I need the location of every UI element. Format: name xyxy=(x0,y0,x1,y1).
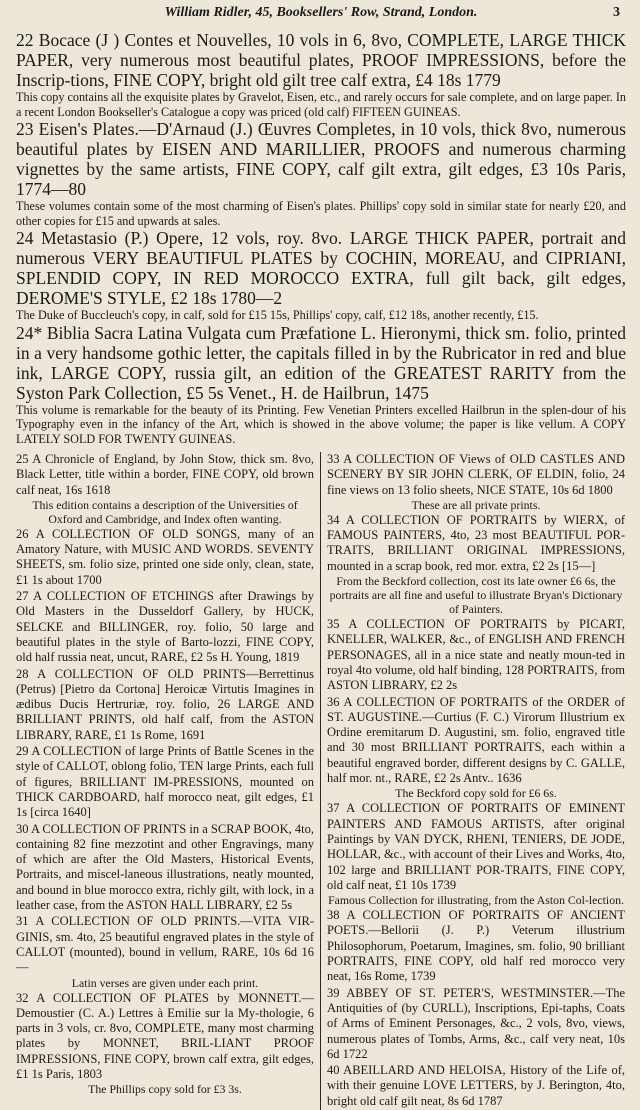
entry-text: 39 ABBEY OF ST. PETER'S, WESTMINSTER.—The Antiquities of (by CURLL), Inscriptions, Epi-taphs, Coats of Arms of Eminent Personages, &c., 2 vols, 8vo, views, numerous plates of Tombs, Arms, &c., calf very neat, 10s 6d 1722 xyxy=(327,985,625,1061)
entry-note: This volume is remarkable for the beauty of its Printing. Few Venetian Printers excelled Hailbrun in the splen-dour of his Typography even in the infancy of the Art, which is showed in the above volume; the paper is like vellum. A COPY LATELY SOLD FOR TWENTY GUINEAS. xyxy=(16,402,626,446)
entry-text: 24* Biblia Sacra Latina Vulgata cum Præfatione L. Hieronymi, thick sm. folio, printed in a very handsome gothic letter, the capitals filled in by the Rubricator in red and blue ink, LARGE COPY, russia gilt, an edition of the GREATEST RARITY from the Syston Park Collection, £5 5s Venet., H. de Hailbrun, 1475 xyxy=(16,322,626,403)
left-column xyxy=(16,452,321,1110)
entry-text: 22 Bocace (J ) Contes et Nouvelles, 10 vols in 6, 8vo, COMPLETE, LARGE THICK PAPER, very numerous most beautiful plates, PROOF IMPRESSIONS, before the Inscrip-tions, FINE COPY, bright old gilt tree calf extra, £4 18s 1779 xyxy=(16,30,626,90)
entry-note: The Beckford copy sold for £6 6s. xyxy=(395,786,557,801)
catalogue-entry xyxy=(16,667,314,743)
entry-note: These are all private prints. xyxy=(411,497,541,512)
catalogue-entry xyxy=(16,119,626,228)
header-title: William Ridler, 45, Booksellers' Row, Strand, London. xyxy=(164,5,478,20)
entry-note: The Duke of Buccleuch's copy, in calf, sold for £15 15s, Phillips' copy, calf, £12 18s, another recently, £15. xyxy=(16,308,539,322)
catalogue-entry xyxy=(16,744,314,820)
catalogue-entry xyxy=(327,986,625,1062)
catalogue-entry xyxy=(16,30,626,119)
entry-text: 35 A COLLECTION OF PORTRAITS by PICART, KNELLER, WALKER, &c., of ENGLISH AND FRENCH PERSONAGES, all in a nice state and neatly moun-ted in royal 4to volume, old half binding, 128 PORTRAITS, from ASTON LIBRARY, £2 2s xyxy=(327,617,625,693)
entry-text: 23 Eisen's Plates.—D'Arnaud (J.) Œuvres Completes, in 10 vols, thick 8vo, numerous beautiful plates by EISEN AND MARILLIER, PROOFS and numerous charming vignettes by the same artists, FINE COPY, calf gilt extra, gilt edges, £3 10s Paris, 1774—80 xyxy=(16,119,626,199)
entry-text: 31 A COLLECTION OF OLD PRINTS.—VITA VIR-GINIS, sm. 4to, 25 beautiful engraved plates in the style of CALLOT (mounted), bound in vellum, RARE, 10s 6d 16— xyxy=(16,914,314,975)
catalogue-entry xyxy=(16,822,314,914)
two-column-listing xyxy=(16,452,626,1110)
entry-text: 30 A COLLECTION OF PRINTS in a SCRAP BOOK, 4to, containing 82 fine mezzotint and other Engravings, many of which are after the Old Masters, Historical Events, Portraits, and miscel-laneous illustrations, neatly mounted, and bound in blue morocco extra, richly gilt, with lock, in a leather case, from the ASTON HALL LIBRARY, £2 5s xyxy=(16,821,314,913)
catalogue-entry xyxy=(327,1063,625,1109)
running-header xyxy=(16,2,626,30)
entry-text: 26 A COLLECTION OF OLD SONGS, many of an Amatory Nature, with MUSIC AND WORDS. SEVENTY SHEETS, sm. folio size, printed one side only, clean, state, £1 1s about 1700 xyxy=(16,526,314,587)
entry-note: Latin verses are given under each print. xyxy=(71,975,259,990)
entry-note: This copy contains all the exquisite plates by Gravelot, Eisen, etc., and rarely occurs for sale complete, and on large paper. In a recent London Bookseller's Catalogue a copy was priced (old calf) FIFTEEN GUINEAS. xyxy=(16,90,626,119)
catalogue-entry xyxy=(327,695,625,801)
catalogue-entry xyxy=(327,452,625,512)
entry-text: 24 Metastasio (P.) Opere, 12 vols, roy. 8vo. LARGE THICK PAPER, portrait and numerous VERY BEAUTIFUL PLATES by COCHIN, MOREAU, and CIPRIANI, SPLENDID COPY, IN RED MOROCCO EXTRA, full gilt back, gilt edges, DEROME'S STYLE, £2 18s 1780—2 xyxy=(16,228,626,308)
entry-text: 34 A COLLECTION OF PORTRAITS by WIERX, of FAMOUS PAINTERS, 4to, 23 most BEAUTIFUL POR-TRAITS, BRILLIANT ORIGINAL IMPRESSIONS, mounted in a scrap book, red mor. extra, £2 2s [15—] xyxy=(327,512,625,573)
entry-text: 29 A COLLECTION of large Prints of Battle Scenes in the style of CALLOT, oblong folio, TEN large Prints, each full of figures, BRILLIANT IM-PRESSIONS, mounted on THICK CARDBOARD, half morocco neat, gilt edges, £1 1s [circa 1640] xyxy=(16,744,314,820)
catalogue-entry xyxy=(16,991,314,1097)
entry-text: 37 A COLLECTION OF PORTRAITS OF EMINENT PAINTERS AND FAMOUS ARTISTS, after original Paintings by VAN DYCK, RHENI, TENIERS, DE JODE, HOLLAR, &c., with account of their Lives and Works, 4to, 102 large and BRILLIANT POR-TRAITS, FINE COPY, old calf neat, £1 10s 1739 xyxy=(327,801,626,892)
entry-note: These volumes contain some of the most charming of Eisen's plates. Phillips' copy sold in similar state for nearly £20, and other copies for £15 and upwards at sales. xyxy=(16,199,626,228)
entry-note: This edition contains a description of the Universities of Oxford and Cambridge, and Index often wanting. xyxy=(32,497,298,526)
catalogue-entry xyxy=(16,589,314,665)
entry-text: 40 ABEILLARD AND HELOISA, History of the Life of, with their genuine LOVE LETTERS, by J. Berington, 4to, bright old calf gilt neat, 8s 6d 1787 xyxy=(327,1063,625,1108)
catalogue-entry xyxy=(16,452,314,526)
entry-text: 36 A COLLECTION OF PORTRAITS of the ORDER of ST. AUGUSTINE.—Curtius (F. C.) Virorum Illustrium ex Ordine eremitarum D. Augustini, sm. folio, engraved title and 30 most BRILLIANT PORTRAITS, each within a beautiful engraved border, different designs by C. GALLE, half mor. nt., RARE, £2 2s Antv.. 1636 xyxy=(327,694,625,786)
catalogue-entry xyxy=(16,323,626,447)
entry-text: 33 A COLLECTION OF Views of OLD CASTLES AND SCENERY BY SIR JOHN CLERK, OF ELDIN, folio, 24 fine views on 13 folio sheets, NICE STATE, 10s 6d 1800 xyxy=(327,452,625,497)
catalogue-entry xyxy=(16,228,626,323)
entry-text: 25 A Chronicle of England, by John Stow, thick sm. 8vo, Black Letter, title within a border, FINE COPY, old brown calf neat, 16s 1618 xyxy=(16,452,314,497)
catalogue-entry xyxy=(327,801,625,907)
catalogue-entry xyxy=(327,513,625,616)
entry-text: 38 A COLLECTION OF PORTRAITS OF ANCIENT POETS.—Bellorii (J. P.) Veterum illustrium Philosophorum, Poetarum, Imagines, sm. folio, 90 brilliant PORTRAITS, FINE COPY, old half red morocco very neat, 16s Rome, 1739 xyxy=(327,908,625,984)
right-column xyxy=(321,452,625,1110)
catalogue-entry xyxy=(16,914,314,989)
catalogue-entry xyxy=(327,617,625,693)
catalogue-entry xyxy=(327,908,625,984)
top-entries xyxy=(16,30,626,446)
entry-note: From the Beckford collection, cost its late owner £6 6s, the portraits are all fine and useful to illustrate Bryan's Dictionary of Painters. xyxy=(329,574,623,617)
entry-note: The Phillips copy sold for £3 3s. xyxy=(88,1082,242,1097)
entry-text: 32 A COLLECTION OF PLATES by MONNETT.—Demoustier (C. A.) Lettres à Emilie sur la My-thologie, 6 parts in 3 vols, cr. 8vo, COMPLETE, many most charming plates by MONNET, BRIL-LIANT PROOF IMPRESSIONS, FINE COPY, brown calf extra, gilt edges, £1 1s Paris, 1803 xyxy=(16,990,314,1081)
entry-text: 27 A COLLECTION OF ETCHINGS after Drawings by Old Masters in the Dusseldorf Gallery, by HUCK, SELCKE and BILLINGER, roy. folio, 50 large and beautiful plates in the style of Barto-lozzi, FINE COPY, old half russia neat, uncut, RARE, £2 5s H. Young, 1819 xyxy=(16,589,314,665)
page-number: 3 xyxy=(613,5,620,20)
catalogue-entry xyxy=(16,527,314,588)
entry-text: 28 A COLLECTION OF OLD PRINTS—Berrettinus (Petrus) [Pietro da Cortona] Heroicæ Virtutis Imagines in ædibus Ducis Hertruriæ, roy. folio, 26 LARGE AND BRILLIANT PRINTS, old half calf, from the ASTON LIBRARY, RARE, £1 1s Rome, 1691 xyxy=(16,666,314,742)
entry-note: Famous Collection for illustrating, from the Aston Col-lection. xyxy=(328,893,624,908)
